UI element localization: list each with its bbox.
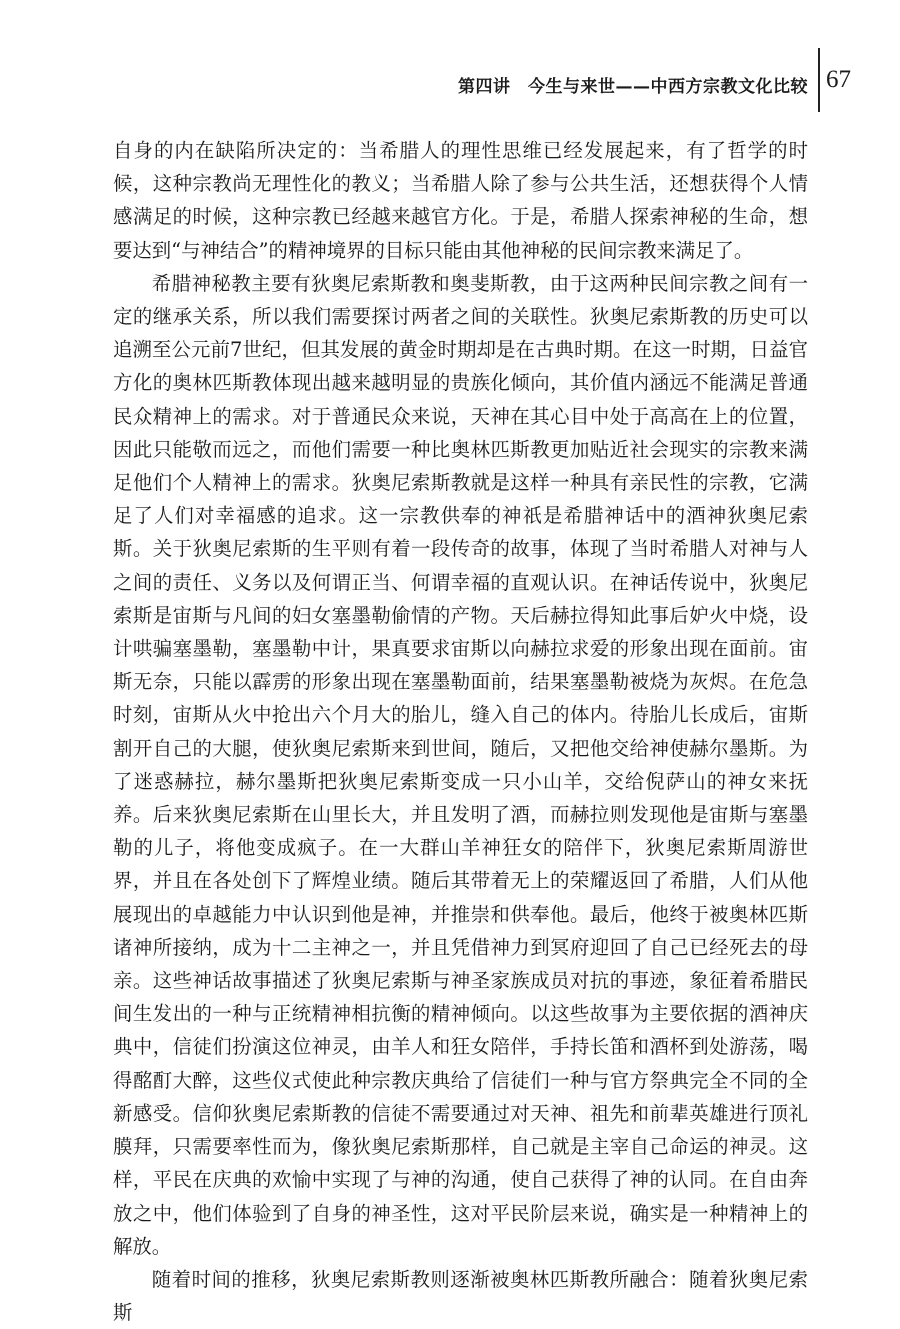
paragraph-fusion: 随着时间的推移，狄奥尼索斯教则逐渐被奥林匹斯教所融合：随着狄奥尼索斯 [113,1267,808,1325]
paragraph-dionysus-cult: 希腊神秘教主要有狄奥尼索斯教和奥斐斯教，由于这两种民间宗教之间有一定的继承关系，所以我们需要探讨两者之间的关联性。狄奥尼索斯教的历史可以追溯至公元前7世纪，但其发展的黄金时期却是在古典时期。在这一时期，日益官方化的奥林匹斯教体现出越来越明显的贵族化倾向，其价值内涵远不能满足普通民众精神上的需求。对于普通民众来说，天神在其心目中处于高高在上的位置，因此只能敬而远之，而他们需要一种比奥林匹斯教更加贴近社会现实的宗教来满足他们个人精神上的需求。狄奥尼索斯教就是这样一种具有亲民性的宗教，它满足了人们对幸福感的追求。这一宗教供奉的神祇是希腊神话中的酒神狄奥尼索斯。关于狄奥尼索斯的生平则有着一段传奇的故事，体现了当时希腊人对神与人之间的责任、义务以及何谓正当、何谓幸福的直观认识。在神话传说中，狄奥尼索斯是宙斯与凡间的妇女塞墨勒偷情的产物。天后赫拉得知此事后妒火中烧，设计哄骗塞墨勒，塞墨勒中计，果真要求宙斯以向赫拉求爱的形象出现在面前。宙斯无奈，只能以霹雳的形象出现在塞墨勒面前，结果塞墨勒被烧为灰烬。在危急时刻，宙斯从火中抢出六个月大的胎儿，缝入自己的体内。待胎儿长成后，宙斯割开自己的大腿，使狄奥尼索斯来到世间，随后，又把他交给神使赫尔墨斯。为了迷惑赫拉，赫尔墨斯把狄奥尼索斯变成一只小山羊，交给倪萨山的神女来抚养。后来狄奥尼索斯在山里长大，并且发明了酒，而赫拉则发现他是宙斯与塞墨勒的儿子，将他变成疯子。在一大群山羊神狂女的陪伴下，狄奥尼索斯周游世界，并且在各处创下了辉煌业绩。随后其带着无上的荣耀返回了希腊，人们从他展现出的卓越能力中认识到他是神，并推崇和供奉他。最后，他终于被奥林匹斯诸神所接纳，成为十二主神之一，并且凭借神力到冥府迎回了自己已经死去的母亲。这些神话故事描述了狄奥尼索斯与神圣家族成员对抗的事迹，象征着希腊民间生发出的一种与正统精神相抗衡的精神倾向。以这些故事为主要依据的酒神庆典中，信徒们扮演这位神灵，由羊人和狂女陪伴，手持长笛和酒杯到处游荡，喝得酩酊大醉，这些仪式使此种宗教庆典给了信徒们一种与官方祭典完全不同的全新感受。信仰狄奥尼索斯教的信徒不需要通过对天神、祖先和前辈英雄进行顶礼膜拜，只需要率性而为，像狄奥尼索斯那样，自己就是主宰自己命运的神灵。这样，平民在庆典的欢愉中实现了与神的沟通，使自己获得了神的认同。在自由奔放之中，他们体验到了自身的神圣性，这对平民阶层来说，确实是一种精神上的解放。 [113,271,808,1258]
page-number: 67 [826,66,851,93]
running-head-title: 第四讲 今生与来世——中西方宗教文化比较 [458,77,808,97]
body-text [113,134,808,1329]
paragraph-continued: 自身的内在缺陷所决定的：当希腊人的理性思维已经发展起来，有了哲学的时候，这种宗教尚无理性化的教义；当希腊人除了参与公共生活，还想获得个人情感满足的时候，这种宗教已经越来越官方化。于是，希腊人探索神秘的生命，想要达到“与神结合”的精神境界的目标只能由其他神秘的民间宗教来满足了。 [113,139,808,262]
header-divider [818,48,820,112]
